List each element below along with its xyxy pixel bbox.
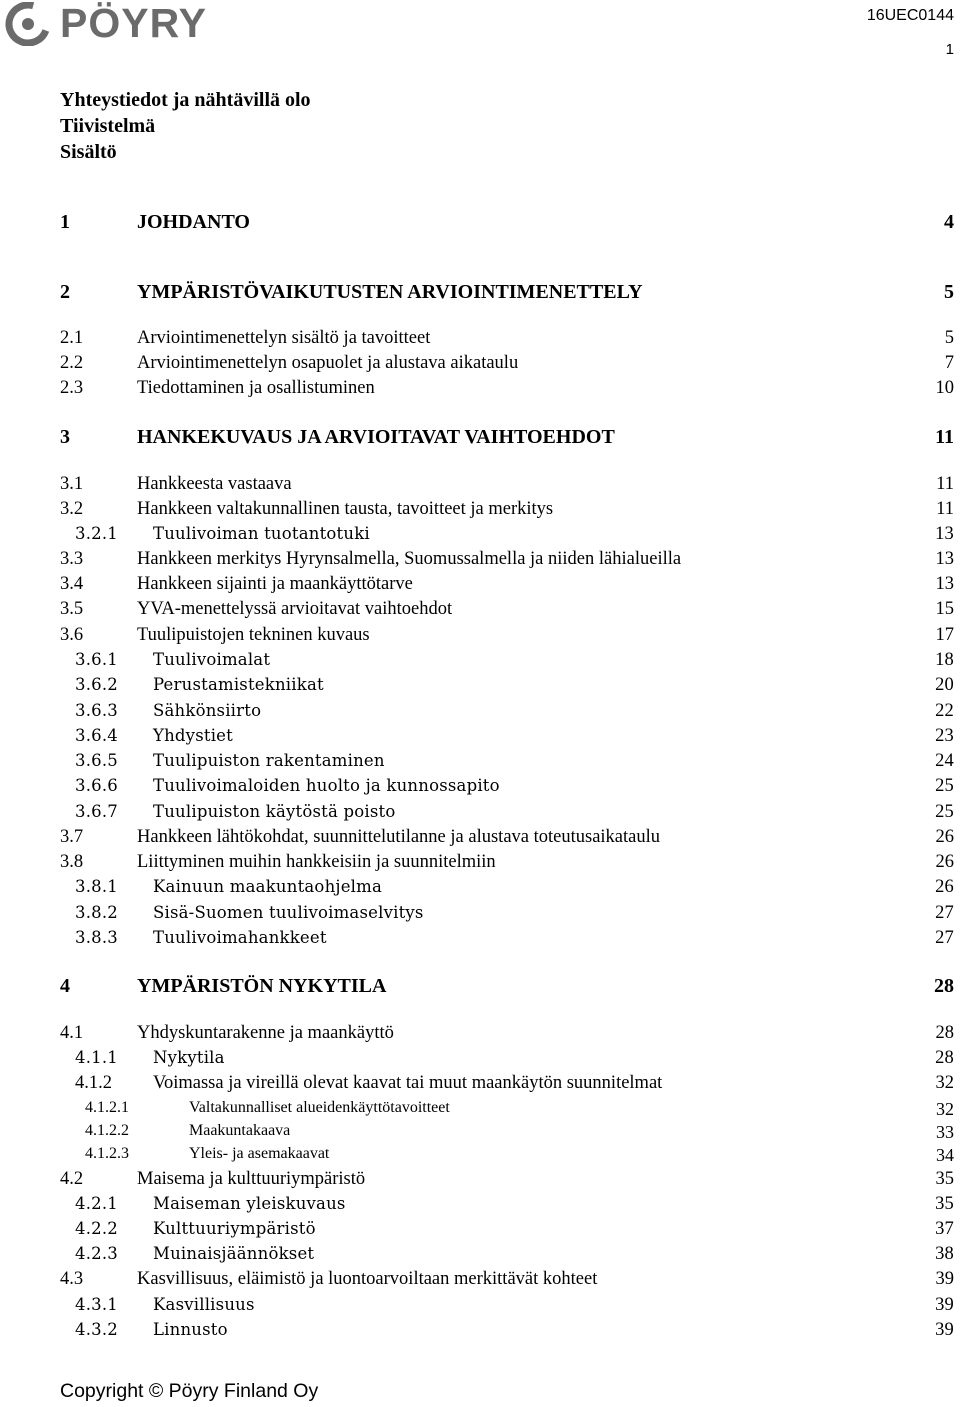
toc-number: 3.2 xyxy=(60,499,84,519)
toc-page: 39 xyxy=(935,1320,954,1340)
toc-number: 3.3 xyxy=(60,549,84,569)
toc-page: 11 xyxy=(935,426,954,448)
toc-number: 3.6.5 xyxy=(75,751,118,770)
toc-number: 4.3 xyxy=(60,1269,84,1289)
toc-number: 3.7 xyxy=(60,827,84,847)
toc-page: 24 xyxy=(935,751,954,771)
toc-title: Valtakunnalliset alueidenkäyttötavoitteet xyxy=(189,1099,450,1116)
toc-title: Kasvillisuus, eläimistö ja luontoarvoiltaan merkittävät kohteet xyxy=(137,1269,598,1289)
toc-page: 25 xyxy=(935,776,954,796)
toc-page: 22 xyxy=(935,701,954,721)
toc-page: 37 xyxy=(935,1219,954,1239)
toc-number: 4.2.2 xyxy=(75,1219,118,1238)
copyright-footer: Copyright © Pöyry Finland Oy xyxy=(60,1380,319,1402)
toc-page: 32 xyxy=(936,1099,954,1119)
poyry-swirl-icon xyxy=(4,2,54,46)
toc-number: 3 xyxy=(60,426,70,448)
toc-number: 2 xyxy=(60,281,70,303)
document-code: 16UEC0144 xyxy=(866,7,954,24)
toc-page: 25 xyxy=(935,802,954,822)
toc-number: 2.2 xyxy=(60,353,84,373)
toc-number: 3.6.6 xyxy=(75,776,118,795)
toc-page: 11 xyxy=(936,499,954,519)
toc-page: 26 xyxy=(935,877,954,897)
toc-title: Tuulivoimalat xyxy=(153,650,271,669)
toc-title: Yleis- ja asemakaavat xyxy=(189,1145,330,1162)
toc-number: 3.6.1 xyxy=(75,650,118,669)
toc-title: Sisä-Suomen tuulivoimaselvitys xyxy=(153,903,424,922)
toc-title: Maakuntakaava xyxy=(189,1122,291,1139)
toc-number: 4.2.1 xyxy=(75,1194,118,1213)
toc-page: 27 xyxy=(935,903,954,923)
toc-title: Hankkeesta vastaava xyxy=(137,474,292,494)
toc-title: Arviointimenettelyn osapuolet ja alustava aikataulu xyxy=(137,353,519,373)
toc-page: 39 xyxy=(935,1269,954,1289)
toc-number: 4.1 xyxy=(60,1023,84,1043)
toc-title: Tuulipuiston käytöstä poisto xyxy=(153,802,396,821)
toc-number: 2.3 xyxy=(60,378,84,398)
toc-title: Hankkeen valtakunnallinen tausta, tavoitteet ja merkitys xyxy=(137,499,554,519)
toc-title: Kulttuuriympäristö xyxy=(153,1219,316,1238)
toc-page: 39 xyxy=(935,1295,954,1315)
toc-title: Voimassa ja vireillä olevat kaavat tai muut maankäytön suunnitelmat xyxy=(153,1073,663,1093)
toc-title: YMPÄRISTÖN NYKYTILA xyxy=(137,975,387,997)
toc-number: 3.5 xyxy=(60,599,84,619)
toc-page: 33 xyxy=(936,1122,954,1142)
toc-title: Yhdystiet xyxy=(153,726,233,745)
toc-title: YVA-menettelyssä arvioitavat vaihtoehdot xyxy=(137,599,453,619)
toc-page: 4 xyxy=(944,211,954,233)
toc-title: Yhdyskuntarakenne ja maankäyttö xyxy=(137,1023,394,1043)
toc-number: 3.4 xyxy=(60,574,84,594)
page-number: 1 xyxy=(945,41,954,58)
toc-title: Maisema ja kulttuuriympäristö xyxy=(137,1169,366,1189)
toc-page: 20 xyxy=(935,675,954,695)
toc-number: 3.6.2 xyxy=(75,675,118,694)
toc-number: 3.8.3 xyxy=(75,928,118,947)
toc-number: 3.8.2 xyxy=(75,903,118,922)
toc-title: Linnusto xyxy=(153,1320,228,1339)
toc-number: 3.8 xyxy=(60,852,84,872)
toc-number: 4.1.1 xyxy=(75,1048,118,1067)
toc-title: HANKEKUVAUS JA ARVIOITAVAT VAIHTOEHDOT xyxy=(137,426,615,448)
front-matter-contents: Sisältö xyxy=(60,141,117,163)
toc-title: Sähkönsiirto xyxy=(153,701,262,720)
toc-page: 11 xyxy=(936,474,954,494)
toc-title: Muinaisjäännökset xyxy=(153,1244,315,1263)
toc-page: 17 xyxy=(935,625,954,645)
toc-page: 5 xyxy=(944,328,954,348)
front-matter-summary: Tiivistelmä xyxy=(60,115,156,137)
toc-page: 32 xyxy=(935,1073,954,1093)
toc-title: Kasvillisuus xyxy=(153,1295,255,1314)
toc-page: 13 xyxy=(935,574,954,594)
toc-page: 15 xyxy=(935,599,954,619)
toc-page: 10 xyxy=(935,378,954,398)
toc-page: 26 xyxy=(935,827,954,847)
toc-number: 4.1.2.2 xyxy=(85,1122,129,1139)
toc-page: 38 xyxy=(935,1244,954,1264)
toc-number: 4.2.3 xyxy=(75,1244,118,1263)
toc-page: 35 xyxy=(935,1169,954,1189)
toc-number: 4.2 xyxy=(60,1169,84,1189)
front-matter-contact: Yhteystiedot ja nähtävillä olo xyxy=(60,89,311,111)
toc-number: 4.1.2 xyxy=(75,1073,112,1093)
toc-title: Arviointimenettelyn sisältö ja tavoitteet xyxy=(137,328,431,348)
toc-title: Nykytila xyxy=(153,1048,225,1067)
toc-title: Tuulivoimahankkeet xyxy=(153,928,327,947)
toc-number: 4.3.2 xyxy=(75,1320,118,1339)
toc-title: Hankkeen merkitys Hyrynsalmella, Suomussalmella ja niiden lähialueilla xyxy=(137,549,682,569)
toc-page: 7 xyxy=(944,353,954,373)
toc-page: 26 xyxy=(935,852,954,872)
toc-page: 5 xyxy=(944,281,954,303)
toc-number: 3.2.1 xyxy=(75,524,118,543)
poyry-logo xyxy=(4,2,244,46)
toc-number: 3.1 xyxy=(60,474,84,494)
toc-page: 28 xyxy=(935,1048,954,1068)
brand-name: PÖYRY xyxy=(60,0,208,46)
toc-page: 13 xyxy=(935,524,954,544)
toc-number: 3.6.4 xyxy=(75,726,118,745)
toc-page: 35 xyxy=(935,1194,954,1214)
toc-title: JOHDANTO xyxy=(137,211,250,233)
toc-title: Tuulipuistojen tekninen kuvaus xyxy=(137,625,370,645)
toc-title: Hankkeen lähtökohdat, suunnittelutilanne ja alustava toteutusaikataulu xyxy=(137,827,660,847)
toc-number: 4.3.1 xyxy=(75,1295,118,1314)
toc-title: YMPÄRISTÖVAIKUTUSTEN ARVIOINTIMENETTELY xyxy=(137,281,643,303)
toc-title: Kainuun maakuntaohjelma xyxy=(153,877,383,896)
toc-title: Hankkeen sijainti ja maankäyttötarve xyxy=(137,574,413,594)
toc-title: Tuulipuiston rakentaminen xyxy=(153,751,385,770)
toc-page: 27 xyxy=(935,928,954,948)
toc-page: 28 xyxy=(935,1023,954,1043)
toc-number: 4 xyxy=(60,975,70,997)
toc-title: Liittyminen muihin hankkeisiin ja suunnitelmiin xyxy=(137,852,496,872)
toc-page: 23 xyxy=(935,726,954,746)
toc-title: Tuulivoimaloiden huolto ja kunnossapito xyxy=(153,776,500,795)
toc-number: 1 xyxy=(60,211,70,233)
toc-number: 2.1 xyxy=(60,328,84,348)
toc-number: 3.6.7 xyxy=(75,802,118,821)
toc-title: Maiseman yleiskuvaus xyxy=(153,1194,346,1213)
toc-page: 18 xyxy=(935,650,954,670)
toc-title: Tiedottaminen ja osallistuminen xyxy=(137,378,375,398)
toc-number: 3.6 xyxy=(60,625,84,645)
toc-title: Perustamistekniikat xyxy=(153,675,324,694)
toc-page: 13 xyxy=(935,549,954,569)
toc-number: 3.8.1 xyxy=(75,877,118,896)
toc-number: 4.1.2.1 xyxy=(85,1099,129,1116)
toc-title: Tuulivoiman tuotantotuki xyxy=(153,524,370,543)
toc-number: 4.1.2.3 xyxy=(85,1145,129,1162)
toc-page: 34 xyxy=(936,1145,954,1165)
toc-number: 3.6.3 xyxy=(75,701,118,720)
toc-page: 28 xyxy=(934,975,954,997)
